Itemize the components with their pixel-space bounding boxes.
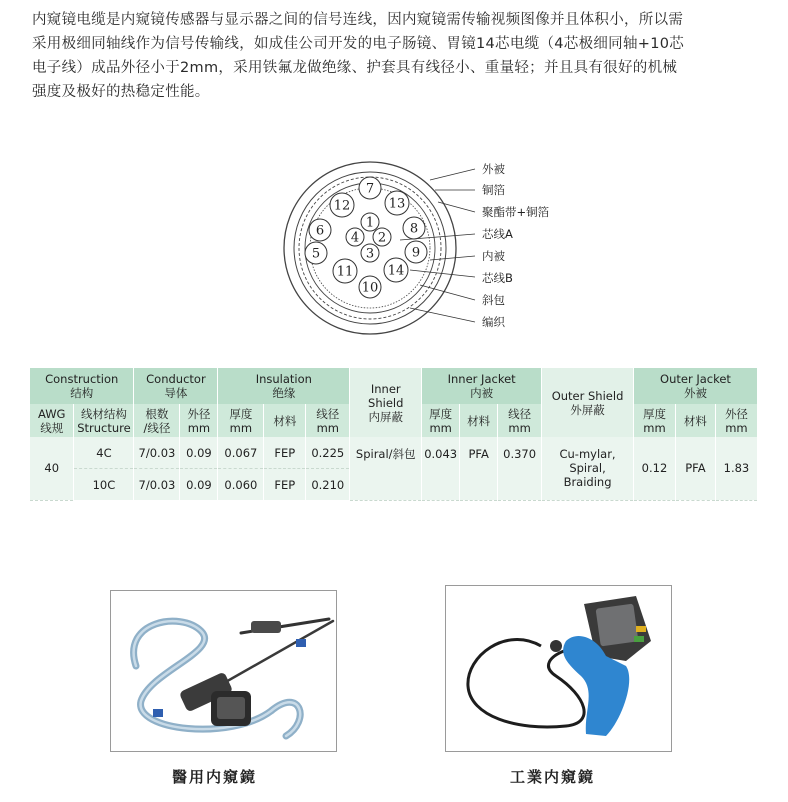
subheader-oj-thickness: 厚度 mm	[633, 404, 675, 437]
header-outer-shield: Outer Shield 外屏蔽	[542, 368, 634, 437]
cable-cross-section-drawing	[270, 160, 570, 335]
subheader-strands: 根数 /线径	[134, 404, 180, 437]
core-number: 5	[311, 246, 321, 262]
cell-inner-shield: Spiral/斜包	[350, 437, 422, 500]
cable-cross-section-diagram	[270, 160, 570, 335]
cell-ins-material: FEP	[264, 437, 306, 469]
intro-line: 采用极细同轴线作为信号传输线，如成佳公司开发的电子肠镜、胃镜14芯电缆（4芯极细同轴+10芯	[32, 36, 685, 52]
core-number: 4	[350, 230, 360, 246]
cell-ij-diameter: 0.370	[498, 437, 542, 500]
cell-conductor: 7/0.03	[134, 437, 180, 469]
label-outer-jacket: 外被	[482, 162, 505, 176]
header-conductor: Conductor 导体	[134, 368, 218, 404]
intro-paragraph	[32, 8, 760, 104]
cell-awg: 40	[30, 437, 74, 500]
subheader-structure: 线材结构 Structure	[74, 404, 134, 437]
industrial-endoscope-illustration	[446, 586, 671, 751]
cell-structure: 10C	[74, 469, 134, 501]
core-number: 10	[361, 280, 379, 296]
header-outer-jacket: Outer Jacket 外被	[633, 368, 757, 404]
subheader-ij-thickness: 厚度 mm	[422, 404, 460, 437]
subheader-oj-material: 材料	[675, 404, 715, 437]
subheader-ij-material: 材料	[460, 404, 498, 437]
core-number: 3	[365, 246, 375, 262]
cell-structure: 4C	[74, 437, 134, 469]
core-number: 1	[365, 215, 375, 231]
cell-ins-thickness: 0.060	[218, 469, 264, 501]
core-number: 6	[315, 223, 325, 239]
cell-outer-shield: Cu-mylar, Spiral, Braiding	[542, 437, 634, 500]
core-number: 7	[365, 181, 375, 197]
label-braid: 编织	[482, 315, 505, 329]
core-number: 14	[387, 263, 405, 279]
core-number: 8	[409, 221, 419, 237]
header-insulation: Insulation 绝缘	[218, 368, 350, 404]
cell-conductor-od: 0.09	[180, 437, 218, 469]
label-spiral: 斜包	[482, 293, 505, 307]
core-number: 11	[336, 264, 354, 280]
cell-ij-material: PFA	[460, 437, 498, 500]
subheader-ins-material: 材料	[264, 404, 306, 437]
cable-spec-table	[30, 368, 758, 501]
cell-ins-thickness: 0.067	[218, 437, 264, 469]
subheader-ij-diameter: 线径 mm	[498, 404, 542, 437]
cell-ins-diameter: 0.210	[306, 469, 350, 501]
core-number: 12	[333, 198, 351, 214]
intro-line: 电子线）成品外径小于2mm，采用铁氟龙做绝缘、护套具有线径小、重量轻；并且具有很好的机械	[32, 60, 678, 76]
industrial-endoscope-caption: 工業内窺鏡	[510, 768, 596, 786]
intro-line: 内窥镜电缆是内窥镜传感器与显示器之间的信号连线，因内窥镜需传输视频图像并且体积小，所以需	[32, 12, 684, 28]
subheader-awg: AWG 线规	[30, 404, 74, 437]
label-copper-foil: 铜箔	[482, 183, 505, 197]
label-polyester-copper: 聚酯带+铜箔	[482, 205, 550, 219]
core-number: 2	[377, 230, 387, 246]
cell-oj-material: PFA	[675, 437, 715, 500]
medical-endoscope-caption: 醫用内窺鏡	[172, 768, 258, 786]
cell-conductor-od: 0.09	[180, 469, 218, 501]
medical-endoscope-photo	[110, 590, 337, 752]
table-row	[30, 437, 758, 469]
medical-endoscope-illustration	[111, 591, 336, 751]
label-core-b: 芯线B	[482, 271, 513, 285]
core-number: 13	[388, 196, 406, 212]
label-inner-jacket: 内被	[482, 249, 505, 263]
subheader-conductor-od: 外径 mm	[180, 404, 218, 437]
label-core-a: 芯线A	[482, 227, 513, 241]
subheader-ins-thickness: 厚度 mm	[218, 404, 264, 437]
cell-oj-diameter: 1.83	[715, 437, 757, 500]
table-header-row	[30, 368, 758, 404]
cell-conductor: 7/0.03	[134, 469, 180, 501]
header-inner-shield: Inner Shield 内屏蔽	[350, 368, 422, 437]
subheader-ins-diameter: 线径 mm	[306, 404, 350, 437]
subheader-oj-diameter: 外径 mm	[715, 404, 757, 437]
cell-ins-material: FEP	[264, 469, 306, 501]
header-inner-jacket: Inner Jacket 内被	[422, 368, 542, 404]
header-construction: Construction 结构	[30, 368, 134, 404]
intro-line: 强度及极好的热稳定性能。	[32, 84, 210, 100]
cell-ij-thickness: 0.043	[422, 437, 460, 500]
cell-oj-thickness: 0.12	[633, 437, 675, 500]
core-number: 9	[411, 245, 421, 261]
cell-ins-diameter: 0.225	[306, 437, 350, 469]
industrial-endoscope-photo	[445, 585, 672, 752]
